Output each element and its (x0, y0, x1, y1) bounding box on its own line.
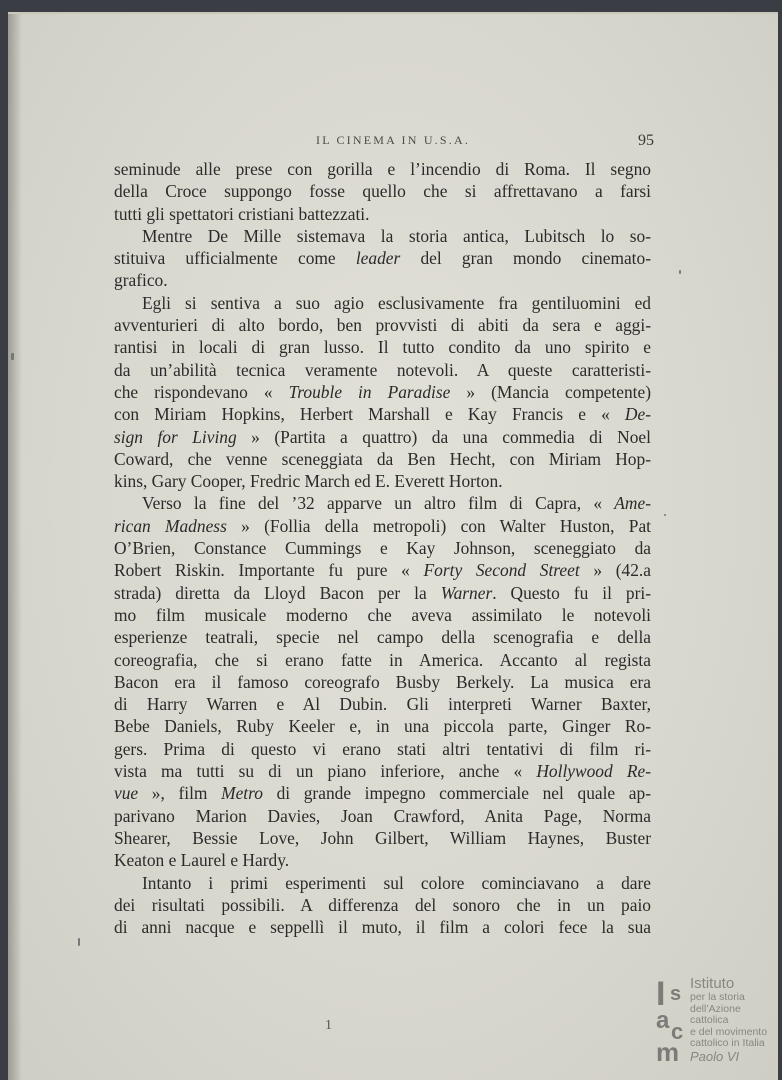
text-line: grafico. (114, 270, 168, 291)
italic-title: Warner (440, 582, 493, 603)
text-line: mo film musicale moderno che aveva assimilato le notevoli (114, 604, 651, 625)
text-line: stituiva ufficialmente come leader del gran mondo cinemato- (114, 248, 652, 269)
institute-logo (654, 975, 686, 1065)
italic-title: Metro (221, 783, 263, 804)
text-line: rantisi in locali di gran lusso. Il tutto condito da uno spirito e (114, 337, 651, 358)
italic-title: De- (624, 404, 651, 425)
text-line: strada) diretta da Lloyd Bacon per la Warner. Questo fu il pri- (114, 582, 651, 603)
text-line: vue », film Metro di grande impegno commerciale nel quale ap- (114, 783, 651, 804)
text-line: esperienze teatrali, specie nel campo della scenografia e della (114, 627, 651, 648)
text-line: Coward, che venne sceneggiata da Ben Hecht, con Miriam Hop- (114, 448, 651, 469)
watermark-title: Istituto (690, 975, 735, 992)
italic-title: vue (114, 783, 139, 804)
text-line: Bebe Daniels, Ruby Keeler e, in una piccola parte, Ginger Ro- (114, 716, 651, 737)
watermark-text (690, 975, 772, 1064)
text-line: sign for Living » (Partita a quattro) da una commedia di Noel (114, 426, 651, 447)
italic-title: Forty Second Street (423, 560, 580, 581)
watermark-line: e del movimento (690, 1025, 768, 1038)
text-line: di anni nacque e seppellì il muto, il film a colori fece la sua (114, 917, 651, 938)
italic-title: leader (355, 248, 401, 269)
text-line: Bacon era il famoso coreografo Busby Berkely. La musica era (114, 671, 651, 692)
italic-title: rican Madness (114, 515, 227, 536)
text-line: seminude alle prese con gorilla e l’incendio di Roma. Il segno (114, 159, 651, 179)
text-line: Robert Riskin. Importante fu pure « Forty Second Street » (42.a (114, 560, 651, 581)
watermark-line: dell’Azione cattolica (690, 1002, 741, 1026)
watermark-line: per la storia (690, 991, 745, 1003)
text-line: kins, Gary Cooper, Fredric March ed E. Everett Horton. (114, 471, 503, 492)
text-line: Shearer, Bessie Love, John Gilbert, William Haynes, Buster (114, 827, 651, 848)
running-head: IL CINEMA IN U.S.A. (316, 133, 471, 147)
text-line: Egli si sentiva a suo agio esclusivamente fra gentiluomini ed (142, 292, 651, 313)
italic-title: Hollywood Re- (536, 761, 651, 782)
watermark-line: cattolico in Italia (690, 1037, 765, 1049)
text-line: Intanto i primi esperimenti sul colore cominciavano a dare (142, 872, 651, 893)
body-text (114, 158, 651, 938)
text-line: di Harry Warren e Al Dubin. Gli interpreti Warner Baxter, (114, 694, 651, 715)
logo-letter: m (656, 1037, 680, 1067)
text-line: Mentre De Mille sistemava la storia antica, Lubitsch lo so- (142, 225, 651, 246)
speck (679, 270, 681, 274)
text-line: da un’abilità tecnica veramente notevoli. A queste caratteristi- (114, 359, 651, 380)
institute-watermark (654, 975, 772, 1070)
text-line: dei risultati possibili. A differenza del sonoro che in un paio (114, 894, 651, 915)
text-line: della Croce suppongo fosse quello che si affrettavano a farsi (114, 181, 651, 202)
text-line: con Miriam Hopkins, Herbert Marshall e Kay Francis e « De- (114, 404, 651, 425)
text-line: Keaton e Laurel e Hardy. (114, 850, 290, 871)
text-line: avventurieri di alto bordo, ben provvisti di abiti da sera e aggi- (114, 315, 651, 336)
italic-title: sign for Living (114, 426, 237, 447)
text-line: O’Brien, Constance Cummings e Kay Johnson, sceneggiato da (114, 538, 651, 559)
speck (664, 514, 666, 516)
text-line: tutti gli spettatori cristiani battezzati. (114, 203, 370, 224)
text-line: coreografia, che si erano fatte in America. Accanto al regista (114, 649, 651, 670)
logo-letter: s (670, 983, 682, 1005)
italic-title: Trouble in Paradise (288, 381, 451, 402)
speck (78, 938, 80, 946)
text-line: gers. Prima di questo vi erano stati altri tentativi di film ri- (114, 738, 651, 759)
text-line: vista ma tutti su di un piano inferiore, anche « Hollywood Re- (114, 761, 651, 782)
speck (11, 353, 14, 360)
page-gutter-shadow (8, 14, 22, 1080)
text-line: parivano Marion Davies, Joan Crawford, Anita Page, Norma (114, 805, 651, 826)
page-number: 95 (638, 132, 654, 149)
logo-letter: I (656, 975, 666, 1013)
text-line: che rispondevano « Trouble in Paradise » (Mancia competente) (114, 381, 651, 402)
bottom-mark: 1 (325, 1018, 332, 1033)
italic-title: Ame- (614, 493, 651, 514)
logo-letter: a (656, 1007, 670, 1034)
logo-letter: c (671, 1019, 684, 1044)
text-line: Verso la fine del ’32 apparve un altro film di Capra, « Ame- (142, 493, 651, 514)
text-line: rican Madness » (Follia della metropoli) con Walter Huston, Pat (114, 515, 652, 536)
watermark-signature: Paolo VI (690, 1048, 740, 1064)
